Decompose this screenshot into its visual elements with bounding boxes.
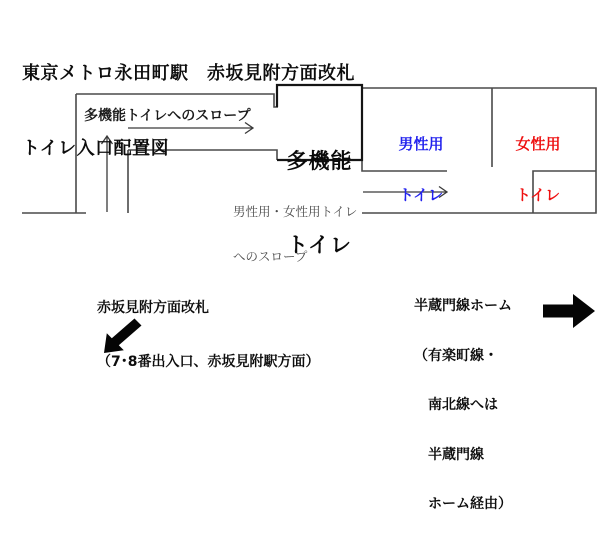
platform-annotation — [414, 265, 512, 546]
platform-annotation-line4: 半蔵門線 — [414, 446, 484, 463]
gate-annotation-line2: （7･8番出入口、赤坂見附駅方面） — [97, 354, 320, 370]
mw-slope-label-line2: へのスロープ — [233, 249, 308, 264]
gate-annotation — [97, 263, 319, 407]
womens-toilet-label-line2: トイレ — [515, 186, 561, 204]
platform-annotation-line5: ホーム経由） — [414, 496, 512, 512]
mw-slope-label-line1: 男性用・女性用トイレ — [233, 204, 358, 219]
mens-toilet-label-line2: トイレ — [398, 186, 444, 204]
mens-toilet-label-line1: 男性用 — [398, 135, 444, 153]
womens-toilet-label-line1: 女性用 — [515, 135, 561, 153]
platform-annotation-line1: 半蔵門線ホーム — [414, 298, 512, 314]
multi-slope-label: 多機能トイレへのスロープ — [84, 108, 251, 124]
platform-annotation-line2: （有楽町線・ — [414, 347, 498, 364]
mens-toilet-room-label — [356, 102, 486, 238]
multi-toilet-label-line1: 多機能 — [286, 149, 353, 173]
page-title-line1: 東京メトロ永田町駅 赤坂見附方面改札 — [22, 63, 355, 84]
page-title-line2: トイレ入口配置図 — [22, 138, 170, 159]
gate-annotation-line1: 赤坂見附方面改札 — [97, 300, 209, 316]
platform-annotation-line3: 南北線へは — [414, 397, 498, 413]
womens-toilet-room-label — [486, 102, 590, 238]
platform-direction-arrow-icon — [543, 294, 595, 328]
multi-toilet-label-line2: トイレ — [287, 233, 352, 257]
